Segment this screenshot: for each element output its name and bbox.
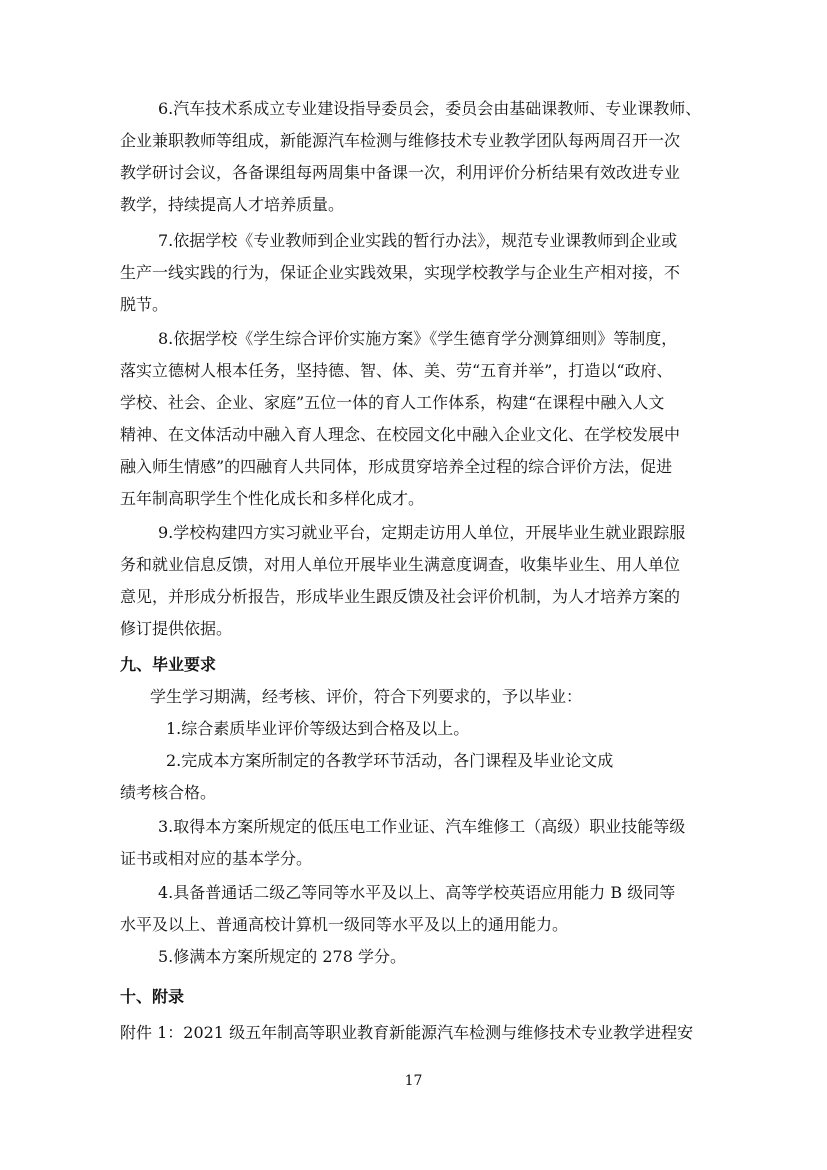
requirement-1: 1.综合素质毕业评价等级达到合格及以上。 xyxy=(166,719,470,738)
item9-line1: 9.学校构建四方实习就业平台，定期走访用人单位，开展毕业生就业跟踪服 xyxy=(158,523,686,542)
page-number: 17 xyxy=(404,1073,423,1089)
item9-line4: 修订提供依据。 xyxy=(120,619,233,638)
requirement-4-line1: 4.具备普通话二级乙等同等水平及以上、高等学校英语应用能力 B 级同等 xyxy=(158,883,676,902)
item6-line4: 教学，持续提高人才培养质量。 xyxy=(120,195,345,214)
item6-line2: 企业兼职教师等组成，新能源汽车检测与维修技术专业教学团队每两周召开一次 xyxy=(120,131,681,150)
item8-line4: 精神、在文体活动中融入育人理念、在校园文化中融入企业文化、在学校发展中 xyxy=(120,425,681,444)
item8-line2: 落实立德树人根本任务，坚持德、智、体、美、劳“五育并举”，打造以“政府、 xyxy=(120,361,673,380)
item7-line3: 脱节。 xyxy=(120,295,169,314)
item6-line1: 6.汽车技术系成立专业建设指导委员会，委员会由基础课教师、专业课教师、 xyxy=(158,99,702,118)
requirement-3-line2: 证书或相对应的基本学分。 xyxy=(120,849,313,868)
requirement-3-line1: 3.取得本方案所规定的低压电工作业证、汽车维修工（高级）职业技能等级 xyxy=(158,817,686,836)
item8-line6: 五年制高职学生个性化成长和多样化成才。 xyxy=(120,489,425,508)
item6-line3: 教学研讨会议，各备课组每两周集中备课一次，利用评价分析结果有效改进专业 xyxy=(120,163,681,182)
item9-line2: 务和就业信息反馈，对用人单位开展毕业生满意度调查，收集毕业生、用人单位 xyxy=(120,555,681,574)
section9-heading: 九、毕业要求 xyxy=(120,655,217,674)
item7-line2: 生产一线实践的行为，保证企业实践效果，实现学校教学与企业生产相对接，不 xyxy=(120,263,681,282)
item8-line3: 学校、社会、企业、家庭”五位一体的育人工作体系，构建“在课程中融入人文 xyxy=(120,393,665,412)
section10-heading: 十、附录 xyxy=(120,987,185,1006)
requirement-4-line2: 水平及以上、普通高校计算机一级同等水平及以上的通用能力。 xyxy=(120,915,569,934)
requirement-5: 5.修满本方案所规定的 278 学分。 xyxy=(158,947,406,966)
requirement-2-line2: 绩考核合格。 xyxy=(120,783,217,802)
item9-line3: 意见，并形成分析报告，形成毕业生跟反馈及社会评价机制，为人才培养方案的 xyxy=(120,587,681,606)
item8-line1: 8.依据学校《学生综合评价实施方案》《学生德育学分测算细则》等制度， xyxy=(158,329,678,348)
section9-intro: 学生学习期满，经考核、评价，符合下列要求的，予以毕业： xyxy=(150,687,583,706)
attachment-line: 附件 1：2021 级五年制高等职业教育新能源汽车检测与维修技术专业教学进程安 xyxy=(120,1023,694,1042)
item7-line1: 7.依据学校《专业教师到企业实践的暂行办法》，规范专业课教师到企业或 xyxy=(158,231,678,250)
requirement-2-line1: 2.完成本方案所制定的各教学环节活动，各门课程及毕业论文成 xyxy=(166,751,614,770)
item8-line5: 融入师生情感”的四融育人共同体，形成贯穿培养全过程的综合评价方法，促进 xyxy=(120,457,673,476)
